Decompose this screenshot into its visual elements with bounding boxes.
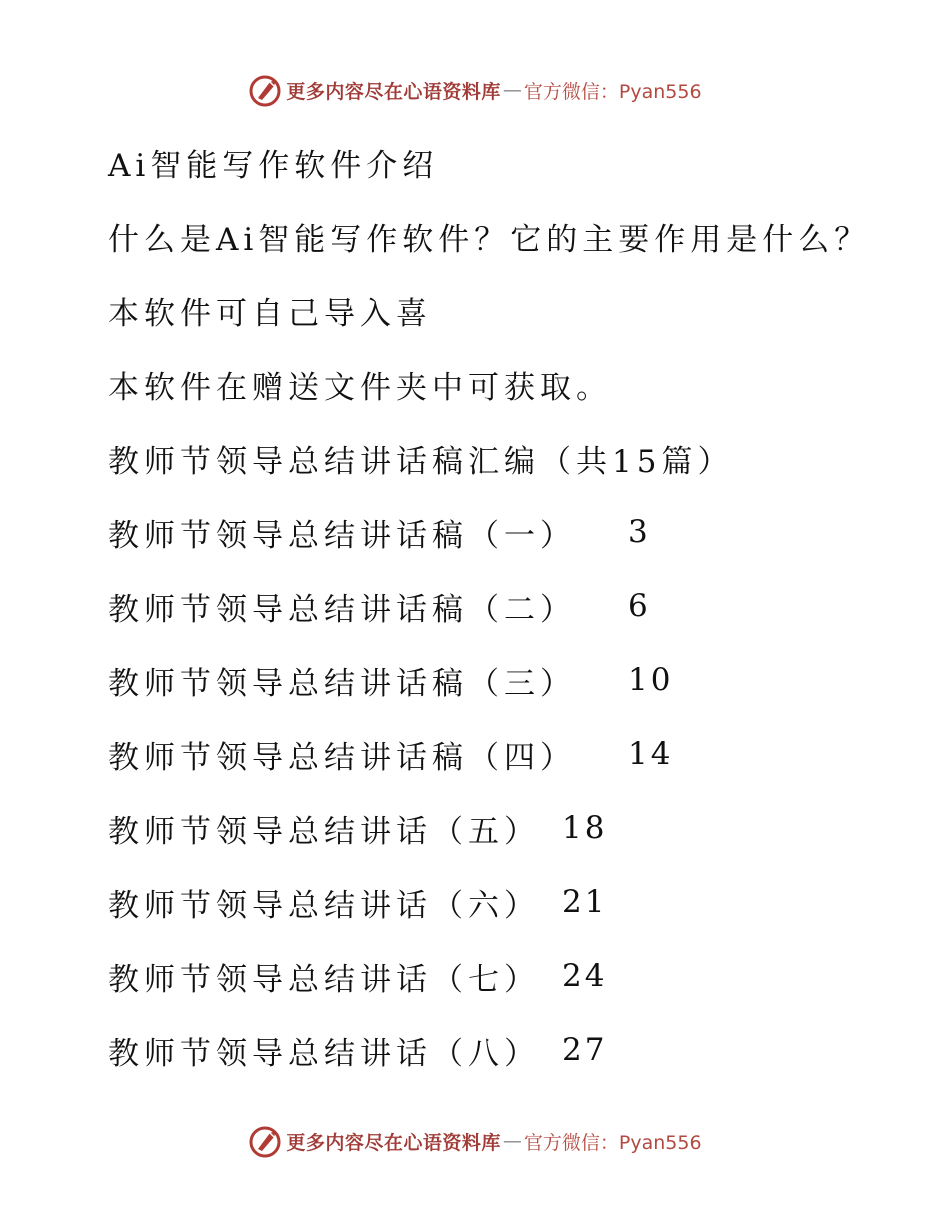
toc-entry-title: 教师节领导总结讲话（六） — [108, 887, 540, 924]
collection-title: 教师节领导总结讲话稿汇编（共15篇） — [108, 443, 734, 480]
footer-banner — [0, 1121, 950, 1161]
banner-separator: — — [502, 79, 522, 101]
toc-entry-page: 24 — [562, 958, 608, 994]
toc-entry-page: 6 — [628, 588, 651, 624]
toc-entry-page: 3 — [628, 514, 651, 550]
banner-separator: — — [502, 1130, 522, 1152]
toc-entry[interactable] — [108, 717, 908, 791]
toc-entry-title: 教师节领导总结讲话稿（三） — [108, 665, 576, 702]
toc-entry-page: 18 — [562, 810, 608, 846]
header-banner — [0, 70, 950, 110]
document-note-import: 本软件可自己导入喜 — [108, 295, 432, 332]
pen-logo-icon — [248, 72, 284, 108]
banner-wechat: 官方微信：Pyan556 — [523, 1131, 702, 1154]
document-heading: Ai智能写作软件介绍 — [108, 147, 439, 184]
toc-entry-title: 教师节领导总结讲话（五） — [108, 813, 540, 850]
toc-entry-title: 教师节领导总结讲话（七） — [108, 961, 540, 998]
banner-wechat: 官方微信：Pyan556 — [523, 80, 702, 103]
banner-text: 更多内容尽在心语资料库 — [286, 1131, 501, 1154]
toc-entry-title: 教师节领导总结讲话（八） — [108, 1035, 540, 1072]
toc-entry[interactable] — [108, 791, 908, 865]
toc-entry-title: 教师节领导总结讲话稿（四） — [108, 739, 576, 776]
toc-entry[interactable] — [108, 865, 908, 939]
toc-entry-page: 21 — [562, 884, 608, 920]
toc-entry[interactable] — [108, 1013, 908, 1087]
toc-entry-page: 14 — [628, 736, 674, 772]
document-note-folder: 本软件在赠送文件夹中可获取。 — [108, 369, 612, 406]
document-question: 什么是Ai智能写作软件？它的主要作用是什么？ — [108, 221, 871, 258]
toc-entry-title: 教师节领导总结讲话稿（一） — [108, 517, 576, 554]
toc-entry[interactable] — [108, 643, 908, 717]
document-body — [108, 125, 908, 1087]
toc-entry-title: 教师节领导总结讲话稿（二） — [108, 591, 576, 628]
banner-text: 更多内容尽在心语资料库 — [286, 80, 501, 103]
toc-entry-page: 10 — [628, 662, 674, 698]
toc-entry-page: 27 — [562, 1032, 608, 1068]
toc-entry[interactable] — [108, 569, 908, 643]
pen-logo-icon — [248, 1123, 284, 1159]
toc-entry[interactable] — [108, 495, 908, 569]
toc-entry[interactable] — [108, 939, 908, 1013]
